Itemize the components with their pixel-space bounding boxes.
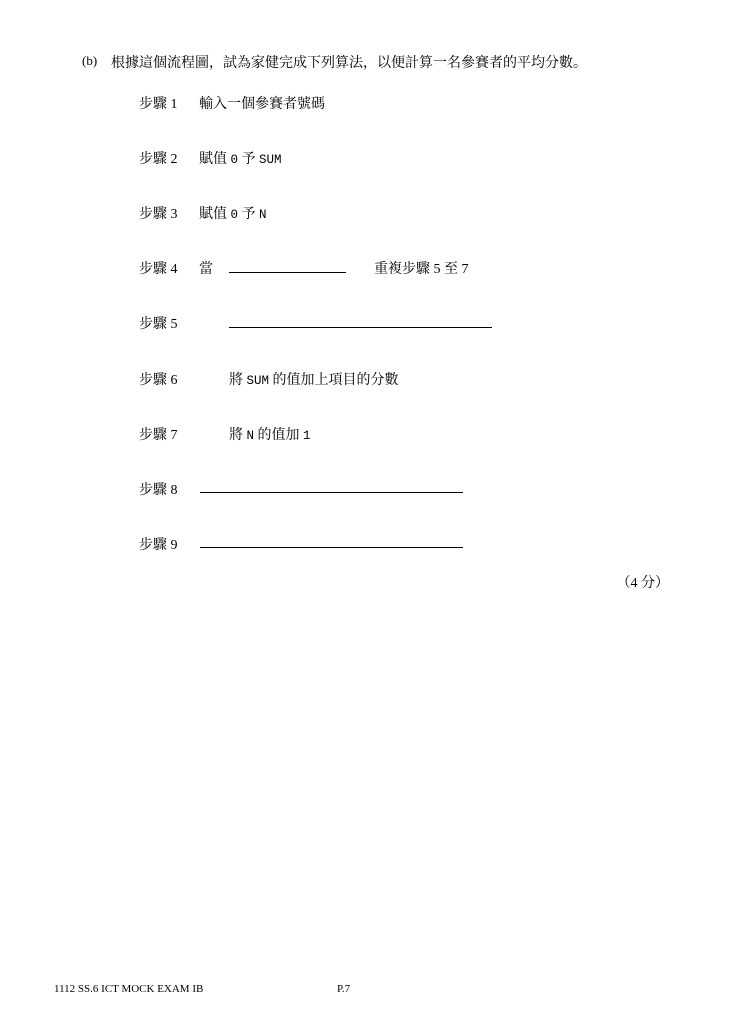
step-2-value: 0 <box>230 153 239 167</box>
step-4-text-start: 當 <box>199 262 213 277</box>
step-8-label: 步驟 8 <box>139 483 178 498</box>
step-9-answer-blank[interactable] <box>200 547 463 548</box>
step-1-text: 輸入一個參賽者號碼 <box>199 97 325 112</box>
step-3-label: 步驟 3 <box>139 207 178 222</box>
step-2-label: 步驟 2 <box>139 152 178 167</box>
footer-page-number: P.7 <box>337 983 351 995</box>
step-4-text-end: 重複步驟 5 至 7 <box>374 262 469 277</box>
step-3-text: 賦值 0 予 N <box>199 207 267 222</box>
step-5-label: 步驟 5 <box>139 317 178 332</box>
step-7-text: 將 N 的值加 1 <box>229 428 311 443</box>
step-7-variable: N <box>246 429 255 443</box>
step-6-variable: SUM <box>246 374 270 388</box>
question-label: (b) <box>82 53 98 68</box>
step-6-text: 將 SUM 的值加上項目的分數 <box>229 373 399 388</box>
step-8-answer-blank[interactable] <box>200 492 463 493</box>
footer-exam-code: 1112 SS.6 ICT MOCK EXAM IB <box>54 983 204 995</box>
step-6-label: 步驟 6 <box>139 373 178 388</box>
step-9-label: 步驟 9 <box>139 538 178 553</box>
step-3-variable: N <box>259 208 267 222</box>
question-text: 根據這個流程圖，試為家健完成下列算法，以便計算一名參賽者的平均分數。 <box>111 56 587 71</box>
step-1-label: 步驟 1 <box>139 97 178 112</box>
step-4-label: 步驟 4 <box>139 262 178 277</box>
step-7-label: 步驟 7 <box>139 428 178 443</box>
step-2-variable: SUM <box>259 153 282 167</box>
step-5-answer-blank[interactable] <box>229 327 492 328</box>
step-7-value: 1 <box>303 429 311 443</box>
step-4-answer-blank[interactable] <box>229 272 346 273</box>
marks-allocation: （4 分） <box>616 576 669 591</box>
step-3-value: 0 <box>230 208 239 222</box>
step-2-text: 賦值 0 予 SUM <box>199 152 282 167</box>
